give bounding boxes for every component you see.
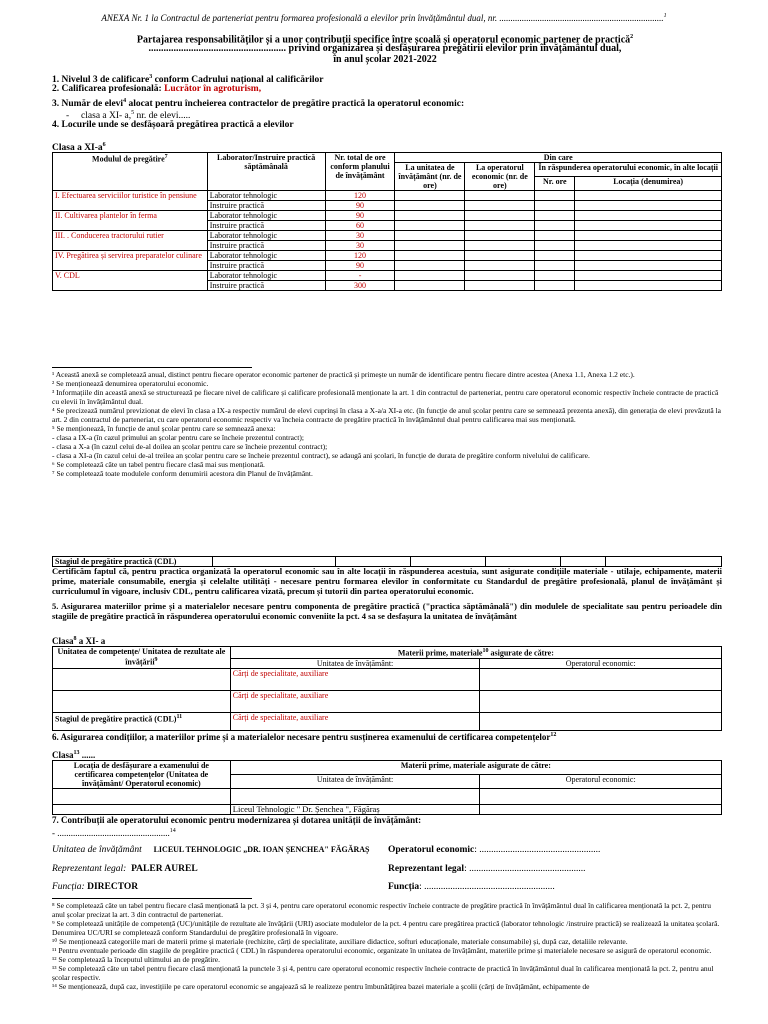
- footnote: ² Se menționează denumirea operatorului economic.: [52, 379, 209, 388]
- exam-blank-c3: [480, 789, 722, 805]
- empty-cell: [535, 241, 575, 251]
- materials-op: [480, 690, 722, 712]
- empty-cell: [575, 201, 722, 211]
- empty-cell: [575, 281, 722, 291]
- exam-row-c3: [480, 805, 722, 815]
- footnote: ¹⁴ Se menționează, după caz, investițiile pe care operatorul economic se angajează să le realizeze pentru îmbunătățirea bazei materiale a școlii (cărți de învățământ, echipamente de: [52, 982, 590, 991]
- exam-h1: Locația de desfășurare a examenului de certificarea competențelor (Unitatea de învățământ/ Operatorul economic): [53, 761, 231, 789]
- materials-header-1: [53, 647, 722, 659]
- empty-cell: [535, 231, 575, 241]
- item-2: 2. Calificarea profesională: Lucrător în agroturism,: [52, 84, 262, 94]
- table1-header-row-1: [53, 153, 722, 163]
- materials-unit: [53, 712, 231, 730]
- class-6-value: ......: [79, 750, 96, 760]
- stagiu-c4: [411, 557, 486, 567]
- footnote-rule-2: [52, 898, 252, 899]
- empty-cell: [395, 221, 465, 231]
- practice-type: Instruire practică: [207, 221, 325, 231]
- footnote: ¹³ Se completează câte un tabel pentru fiecare clasă menționată la punctele 3 și 4, pentru care operatorul economic respectiv încheie contracte de practică în învățământul dual în calificarea menționată la pct. 2, pentru anul școlar respectiv.: [52, 964, 714, 982]
- empty-cell: [465, 231, 535, 241]
- empty-cell: [575, 191, 722, 201]
- materials-op: [480, 668, 722, 690]
- empty-cell: [465, 271, 535, 281]
- operator-rep-dots: : .................................................: [464, 864, 586, 874]
- title-line-1-text: Partajarea responsabilităților și a unor contribuții specifice între școală și operatorul economic partener de practică: [136, 34, 631, 46]
- empty-cell: [395, 231, 465, 241]
- stagiu-c5: [486, 557, 561, 567]
- exam-row-c1: [53, 805, 231, 815]
- annex-header-sup: 1: [663, 13, 667, 19]
- school-func: [52, 882, 138, 892]
- header-total: Nr. total de ore conform planului de învățământ: [325, 153, 395, 191]
- module-name: V. CDL: [53, 271, 208, 291]
- exam-table: [52, 760, 722, 815]
- module-name: III. . Conducerea tractorului rutier: [53, 231, 208, 251]
- footnote: - clasa a IX-a (în cazul primului an școlar pentru care se încheie prezentul contract);: [52, 433, 304, 442]
- empty-cell: [395, 261, 465, 271]
- empty-cell: [465, 251, 535, 261]
- item-6-text: 6. Asigurarea condițiilor, a materiilor prime și a materialelor necesare pentru susținerea examenului de certificarea competențelor: [52, 732, 551, 742]
- empty-cell: [465, 201, 535, 211]
- materials-h1-text: Unitatea de competențe/ Unitatea de rezultate ale învățării: [57, 647, 226, 667]
- empty-cell: [395, 201, 465, 211]
- exam-row-blank: [53, 789, 722, 805]
- item-3-suffix: alocat pentru încheierea contractelor de pregătire practică la operatorul economic:: [126, 99, 465, 110]
- materials-h1: [53, 647, 231, 669]
- item-3-count: nr. de elevi.....: [134, 111, 191, 122]
- total-hours: 60: [325, 221, 395, 231]
- footnote: ⁹ Se completează unitățile de competență (UC)/unitățile de rezultate ale învățării (URI) asociate modulelor de la pct. 4 pentru care pregătirea practică (laborator tehnologic /instruire practică) se realizează la unitatea școlară. Denumirea UC/URI se completează conform Standardului de pregătire profesională în vigoare.: [52, 919, 720, 937]
- practice-type: Laborator tehnologic: [207, 211, 325, 221]
- table-row: [53, 271, 722, 281]
- item-3-sub: - clasa a XI- a,$^5$ nr. de elevi.....: [66, 110, 191, 122]
- item-3-class: clasa a XI- a,: [81, 111, 132, 122]
- empty-cell: [395, 211, 465, 221]
- qualification-value: Lucrător în agroturism,: [164, 84, 262, 94]
- stagiu-c2: [213, 557, 336, 567]
- empty-cell: [395, 251, 465, 261]
- footnotes-2: [52, 901, 722, 991]
- total-hours: 120: [325, 251, 395, 261]
- header-dincare: Din care: [395, 153, 722, 163]
- materials-h-school: Unitatea de învățământ:: [230, 658, 480, 668]
- item-3-sub-sup: 5: [131, 110, 135, 116]
- total-hours: -: [325, 271, 395, 281]
- practice-locations-table: [52, 152, 722, 291]
- item-5: 5. Asigurarea materiilor prime și a materialelor necesare pentru componenta de pregătire practică ("practica săptămânală") din modulele de specialitate sau pentru perioadele din stagiile de pregătire practică în răspunderea operatorului economic conveniite la pct. 4 sa se desfașura la unitatea de învățământ: [52, 601, 722, 621]
- item-7-dots-text: - ..................................................: [52, 828, 170, 838]
- exam-blank-c1: [53, 789, 231, 805]
- stagiu-c7: [606, 557, 722, 567]
- empty-cell: [535, 281, 575, 291]
- header-module: [53, 153, 208, 191]
- footnote: ¹⁰ Se menționează categoriile mari de materii prime și materiale (rechizite, cărți de specialitate, auxiliare didactice, softuri educaționale, materiale consumabile) și, după caz, detaliile relevante.: [52, 937, 628, 946]
- stagiu-row: [53, 557, 722, 567]
- empty-cell: [575, 211, 722, 221]
- certification-text: Certificăm faptul că, pentru practica organizată la operatorul economic sau în alte locații în răspunderea acestuia, sunt asigurate condițiile materiale - utilaje, echipamente, materii prime, materiale consumabile, energia și celelalte utilități - necesare pentru formarea elevilor în conformitate cu Standardul de pregătire profesională, planul de învățământ și curriculumul în vigoare, inclusiv CDL, pentru calificarea vizată, precum și tutorii din partea operatorului economic.: [52, 566, 722, 596]
- materials-unit: [53, 668, 231, 690]
- materials-h-op: Operatorul economic:: [480, 658, 722, 668]
- empty-cell: [535, 211, 575, 221]
- annex-header: [0, 13, 768, 23]
- school-label: Unitatea de învățământ: [52, 845, 142, 855]
- materials-h2-sup: 10: [482, 648, 489, 654]
- title-line-2: ....................................................... privind organizarea și desfășurarea pregătirii elevilor prin învățământul dual,: [148, 43, 622, 54]
- footnote-rule-1: [52, 367, 252, 368]
- empty-cell: [535, 251, 575, 261]
- stagiu-label: Stagiul de pregătire practică (CDL): [53, 557, 213, 567]
- footnote: - clasa a X-a (în cazul celui de-al doilea an școlar pentru care se încheie prezentul contract);: [52, 442, 328, 451]
- class-6-sup: 13: [73, 750, 80, 756]
- empty-cell: [395, 191, 465, 201]
- total-hours: 90: [325, 201, 395, 211]
- item-7: 7. Contribuții ale operatorului economic pentru modernizarea și dotarea unității de învățământ:: [52, 815, 422, 825]
- module-name: I. Efectuarea serviciilor turistice în pensiune: [53, 191, 208, 211]
- school-func-label: Funcția:: [52, 882, 85, 892]
- practice-type: Laborator tehnologic: [207, 251, 325, 261]
- title-line-3: în anul școlar 2021-2022: [333, 54, 437, 65]
- class-5-sup: 8: [73, 636, 77, 642]
- operator-signature: [388, 845, 600, 855]
- footnote: ⁸ Se completează câte un tabel pentru fiecare clasă menționată la pct. 3 și 4, pentru care operatorul economic respectiv încheie contracte de pregătire practică în învățământul dual în calificarea menționată la pct. 2, pentru anul școlar precizat la art. 3 din contractul de parteneriat.: [52, 901, 711, 919]
- item-3-label: 3. Număr de elevi: [52, 99, 124, 110]
- operator-dots: : ...................................................: [474, 845, 601, 855]
- practice-type: Laborator tehnologic: [207, 191, 325, 201]
- materials-unit-text: Stagiul de pregătire practică (CDL): [55, 714, 177, 724]
- class-5-value: a XI- a: [76, 636, 106, 646]
- footnote: ⁵ Se menționează, în funcție de anul școlar pentru care se semnează anexa:: [52, 424, 276, 433]
- practice-type: Laborator tehnologic: [207, 231, 325, 241]
- total-hours: 300: [325, 281, 395, 291]
- footnote: - clasa a XI-a (în cazul celui de-al treilea an școlar pentru care se încheie prezentul contract), se adaugă ani școlari, în funcție de durata de pregătire conform nivelului de calificare.: [52, 451, 590, 460]
- module-name: II. Cultivarea plantelor în ferma: [53, 211, 208, 231]
- empty-cell: [535, 191, 575, 201]
- footnote: ⁶ Se completează câte un tabel pentru fiecare clasă mai sus menționată.: [52, 460, 265, 469]
- footnote: ⁷ Se completează toate modulele conform denumirii acestora din Planul de învățământ.: [52, 469, 313, 478]
- item-6: [52, 730, 556, 743]
- operator-rep: [388, 864, 585, 874]
- exam-h-op: Operatorul economic:: [480, 775, 722, 789]
- annex-header-text: ANEXA Nr. 1 la Contractul de parteneriat pentru formarea profesională a elevilor prin învățământul dual, nr. .........................................................................: [101, 13, 664, 23]
- empty-cell: [395, 281, 465, 291]
- materials-h2-text: Materii prime, materiale: [397, 648, 483, 658]
- header-module-text: Modulul de pregătire: [92, 154, 165, 164]
- empty-cell: [465, 281, 535, 291]
- stagiu-c6: [561, 557, 606, 567]
- materials-unit: [53, 690, 231, 712]
- exam-h2: Materii prime, materiale asigurate de către:: [230, 761, 721, 775]
- practice-type: Instruire practică: [207, 241, 325, 251]
- school-rep-label: Reprezentant legal:: [52, 864, 127, 874]
- title-sup: 2: [630, 34, 634, 40]
- empty-cell: [535, 201, 575, 211]
- empty-cell: [465, 191, 535, 201]
- empty-cell: [395, 271, 465, 281]
- operator-func-dots: : .......................................................: [419, 882, 555, 892]
- materials-h2-suffix: asigurate de către:: [488, 648, 554, 658]
- materials-h1-sup: 9: [154, 657, 158, 663]
- total-hours: 90: [325, 261, 395, 271]
- empty-cell: [465, 261, 535, 271]
- school-value: LICEUL TEHNOLOGIC „DR. IOAN ȘENCHEA" FĂGĂRAȘ: [153, 845, 370, 854]
- school-rep: [52, 864, 198, 874]
- total-hours: 30: [325, 241, 395, 251]
- table-row: [53, 712, 722, 730]
- empty-cell: [395, 241, 465, 251]
- stagiu-c3: [336, 557, 411, 567]
- empty-cell: [465, 211, 535, 221]
- item-7-sup: 14: [169, 828, 176, 834]
- class-label-text: Clasa a XI-a: [52, 143, 103, 154]
- materials-body: [53, 668, 722, 730]
- header-loc: Locația (denumirea): [575, 177, 722, 191]
- empty-cell: [535, 221, 575, 231]
- header-resp: În răspunderea operatorului economic, în alte locații: [535, 163, 722, 177]
- module-name: IV. Pregătirea și servirea preparatelor culinare: [53, 251, 208, 271]
- header-module-sup: 7: [164, 154, 168, 160]
- operator-func-label: Funcția: [388, 882, 420, 892]
- footnotes-1: [52, 370, 722, 478]
- exam-header-1: [53, 761, 722, 775]
- class-5-label: Clasa: [52, 636, 74, 646]
- total-hours: 30: [325, 231, 395, 241]
- materials-h2: [230, 647, 721, 659]
- header-nr: Nr. ore: [535, 177, 575, 191]
- practice-type: Instruire practică: [207, 281, 325, 291]
- materials-unit-sup: 11: [176, 713, 183, 720]
- header-op: La operatorul economic (nr. de ore): [465, 163, 535, 191]
- table-row: [53, 251, 722, 261]
- exam-row-location: Liceul Tehnologic " Dr. Șenchea ", Făgăraș: [230, 805, 480, 815]
- table-row: [53, 231, 722, 241]
- footnote: ¹² Se completează la începutul ultimului an de pregătire.: [52, 955, 220, 964]
- total-hours: 90: [325, 211, 395, 221]
- table-row: [53, 211, 722, 221]
- item-1-suffix: conform Cadrului național al calificărilor: [152, 75, 324, 86]
- operator-rep-label: Reprezentant legal: [388, 864, 465, 874]
- item-3-sup: 4: [123, 98, 127, 104]
- item-1-text: 1. Nivelul 3 de calificare: [52, 75, 150, 86]
- practice-type: Instruire practică: [207, 261, 325, 271]
- footnote: ³ Informațiile din această anexă se structurează pe fiecare nivel de calificare și calificare profesională menționate la art. 1 din contractul de parteneriat, pentru care operatorul economic respectiv încheie contracte de practică cu elevii în învățământul dual.: [52, 388, 719, 406]
- school-rep-value: PALER AUREL: [131, 864, 198, 874]
- header-unit: La unitatea de învățământ (nr. de ore): [395, 163, 465, 191]
- table-row: [53, 191, 722, 201]
- class-label-sup: 6: [102, 142, 106, 148]
- materials-school: Cărți de specialitate, auxiliare: [230, 668, 480, 690]
- exam-row: [53, 805, 722, 815]
- exam-h-school: Unitatea de învățământ:: [230, 775, 480, 789]
- footnote: ¹ Această anexă se completează anual, distinct pentru fiecare operator economic partener de practică și primește un număr de identificare pentru fiecare dintre acestea (Anexa 1.1, Anexa 1.2 etc.).: [52, 370, 635, 379]
- footnote: ⁴ Se precizează numărul previzionat de elevi în clasa a IX-a respectiv numărul de elevi cuprinși în clasa a X-a/a XI-a etc. (în funcție de anul școlar pentru care se semnează prezenta anexă), din generația de elevi prevăzută la art. 2 din contractul de parteneriat, cu care operatorul economic respectiv va încheia contracte de pregătire practică în învățământul dual pentru calificarea mai sus menționată.: [52, 406, 721, 424]
- materials-op: [480, 712, 722, 730]
- header-lab: Laborator/Instruire practică săptămânală: [207, 153, 325, 191]
- item-2-label: 2. Calificarea profesională: [52, 84, 159, 94]
- empty-cell: [535, 271, 575, 281]
- operator-label: Operatorul economic: [388, 845, 475, 855]
- table1-body: [53, 191, 722, 291]
- school-func-value: DIRECTOR: [87, 882, 139, 892]
- table-row: [53, 690, 722, 712]
- empty-cell: [535, 261, 575, 271]
- practice-type: Instruire practică: [207, 201, 325, 211]
- empty-cell: [575, 261, 722, 271]
- materials-school: Cărți de specialitate, auxiliare: [230, 712, 480, 730]
- item-7-dots: [52, 826, 176, 839]
- empty-cell: [575, 221, 722, 231]
- practice-type: Laborator tehnologic: [207, 271, 325, 281]
- footnote: ¹¹ Pentru eventuale perioade din stagiile de pregătire practică ( CDL) în răspunderea operatorului economic, organizate în unitatea de învățământ, materiile prime și materialele necesare se asigură de operatorul economic.: [52, 946, 712, 955]
- item-1-sup: 3: [149, 74, 153, 80]
- operator-func: [388, 882, 555, 892]
- class-6-label: Clasa: [52, 750, 74, 760]
- empty-cell: [465, 241, 535, 251]
- empty-cell: [465, 221, 535, 231]
- exam-blank-c2: [230, 789, 480, 805]
- school-signature: [52, 845, 369, 855]
- item-6-sup: 12: [550, 732, 557, 738]
- materials-table: [52, 646, 722, 731]
- empty-cell: [575, 271, 722, 281]
- table-row: [53, 668, 722, 690]
- materials-school: Cărți de specialitate, auxiliare: [230, 690, 480, 712]
- empty-cell: [575, 251, 722, 261]
- empty-cell: [575, 241, 722, 251]
- total-hours: 120: [325, 191, 395, 201]
- item-4: 4. Locurile unde se desfășoară pregătirea practică a elevilor: [52, 120, 294, 130]
- empty-cell: [575, 231, 722, 241]
